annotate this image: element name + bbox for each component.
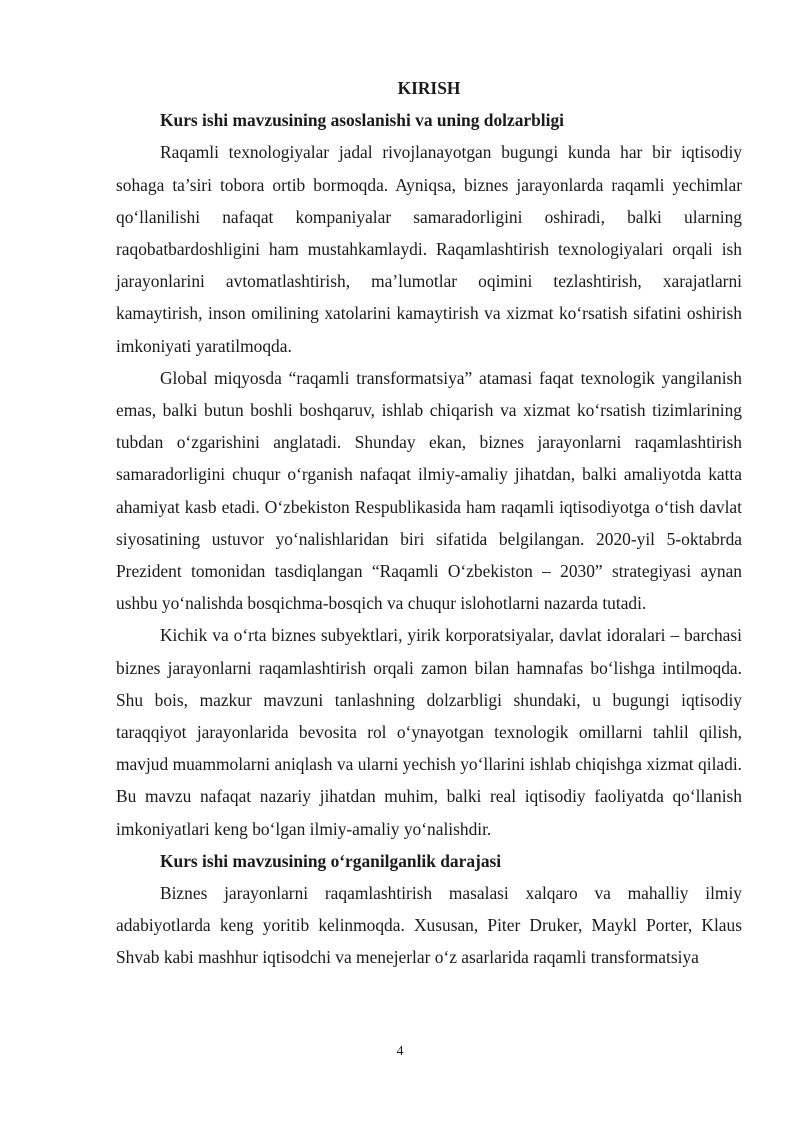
section-heading-study-level: Kurs ishi mavzusining o‘rganilganlik darajasi [160, 850, 502, 871]
paragraph-3: Kichik va o‘rta biznes subyektlari, yirik korporatsiyalar, davlat idoralari – barchasi biznes jarayonlarni raqamlashtirish orqali zamon bilan hamnafas bo‘lishga intilmoqda. Shu bois, mazkur mavzuni tanlashning dolzarbligi shundaki, u bugungi iqtisodiy taraqqiyot jarayonlarida bevosita rol o‘ynayotgan texnologik omillarni tahlil qilish, mavjud muammolarni aniqlash va ularni yechish yo‘llarini ishlab chiqishga xizmat qiladi. Bu mavzu nafaqat nazariy jihatdan muhim, balki real iqtisodiy faoliyatda qo‘llanish imkoniyatlari keng bo‘lgan ilmiy-amaliy yo‘nalishdir. [116, 625, 742, 839]
paragraph-1: Raqamli texnologiyalar jadal rivojlanayotgan bugungi kunda har bir iqtisodiy sohaga ta’siri tobora ortib bormoqda. Ayniqsa, biznes jarayonlarda raqamli yechimlar qo‘llanilishi nafaqat kompaniyalar samaradorligini oshiradi, balki ularning raqobatbardoshligini ham mustahkamlaydi. Raqamlashtirish texnologiyalari orqali ish jarayonlarini avtomatlashtirish, ma’lumotlar oqimini tezlashtirish, xarajatlarni kamaytirish, inson omilining xatolarini kamaytirish va xizmat ko‘rsatish sifatini oshirish imkoniyati yaratilmoqda. [116, 142, 742, 356]
page-number: 4 [396, 1044, 404, 1059]
paragraph-4: Biznes jarayonlarni raqamlashtirish masalasi xalqaro va mahalliy ilmiy adabiyotlarda keng yoritib kelinmoqda. Xususan, Piter Druker, Maykl Porter, Klaus Shvab kabi mashhur iqtisodchi va menejerlar o‘z asarlarida raqamli transformatsiya [116, 883, 742, 968]
paragraph-2: Global miqyosda “raqamli transformatsiya” atamasi faqat texnologik yangilanish emas, balki butun boshli boshqaruv, ishlab chiqarish va xizmat ko‘rsatish tizimlarining tubdan o‘zgarishini anglatadi. Shunday ekan, biznes jarayonlarni raqamlashtirish samaradorligini chuqur o‘rganish nafaqat ilmiy-amaliy jihatdan, balki amaliyotda katta ahamiyat kasb etadi. O‘zbekiston Respublikasida ham raqamli iqtisodiyotga o‘tish davlat siyosatining ustuvor yo‘nalishlaridan biri sifatida belgilangan. 2020-yil 5-oktabrda Prezident tomonidan tasdiqlangan “Raqamli O‘zbekiston – 2030” strategiyasi aynan ushbu yo‘nalishda bosqichma-bosqich va chuqur islohotlarni nazarda tutadi. [116, 367, 742, 614]
document-page [116, 72, 742, 974]
section-heading-rationale: Kurs ishi mavzusining asoslanishi va uning dolzarbligi [160, 110, 564, 131]
document-title: KIRISH [397, 78, 461, 98]
